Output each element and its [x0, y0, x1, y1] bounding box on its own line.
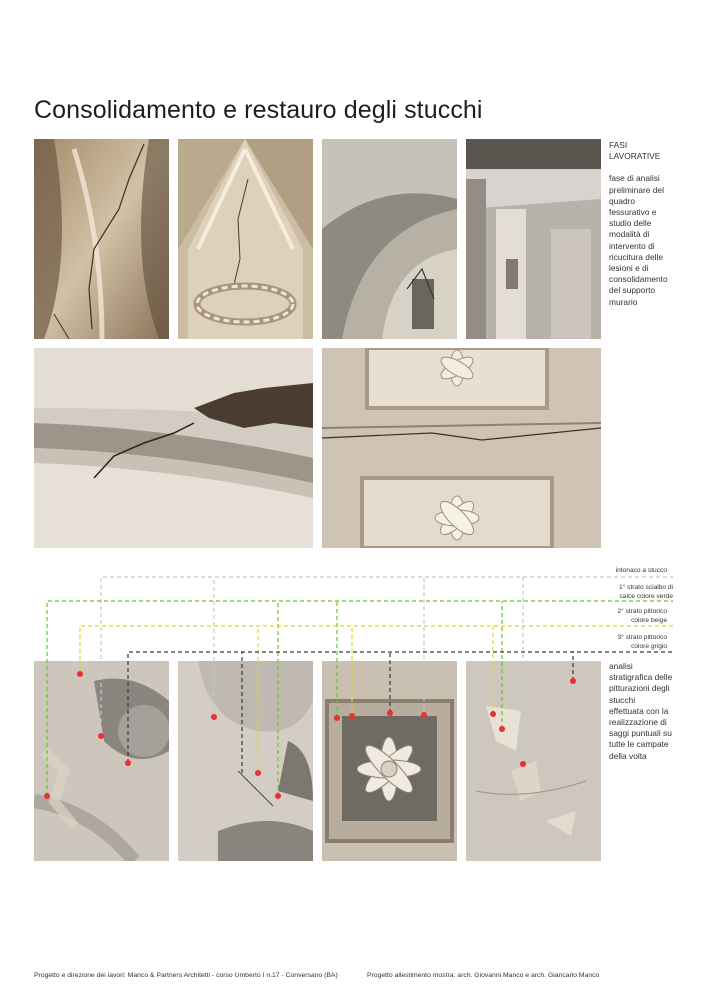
photo-sample-3	[322, 661, 457, 861]
legend-line: 3° strato pittorico	[617, 634, 667, 641]
analisi-line: analisi	[609, 661, 633, 671]
fasi-desc-line: quadro	[609, 195, 636, 206]
analisi-text	[609, 661, 672, 762]
fasi-desc-line: fase di analisi	[609, 173, 660, 184]
analisi-line: stratigrafica delle	[609, 672, 673, 683]
analisi-line: tutte le campate	[609, 739, 669, 750]
fasi-desc-line: fessurativo e	[609, 207, 657, 218]
legend-strato-1	[619, 583, 673, 601]
analisi-line: pitturazioni degli	[609, 683, 670, 694]
legend-line: intonaco a stucco	[615, 567, 667, 574]
photo-panel-rosette	[322, 348, 601, 548]
analisi-line: stucchi	[609, 694, 636, 705]
photo-sample-2	[178, 661, 313, 861]
legend-line: 1° strato scialbo di	[619, 584, 673, 591]
footer-left: Progetto e direzione dei lavori: Manco & Partners Architetti - corso Umberto I n.17 - Conversano (BA)	[34, 972, 338, 979]
legend-intonaco	[616, 566, 667, 575]
fasi-desc-line: preliminare del	[609, 184, 664, 195]
fasi-desc-line: del supporto	[609, 285, 656, 296]
legend-strato-3	[617, 633, 667, 651]
fasi-heading-line-1: FASI	[609, 140, 628, 150]
fasi-desc-line: modalità di	[609, 229, 650, 240]
fasi-desc-line: intervento di	[609, 240, 655, 251]
fasi-desc-line: ricucitura delle	[609, 251, 663, 262]
legend-line: colore beige	[631, 617, 667, 624]
fasi-desc-line: lesioni e di	[609, 263, 649, 274]
photo-vault-crack	[34, 139, 169, 339]
fasi-lavorative-text	[609, 140, 668, 308]
analisi-line: della volta	[609, 750, 647, 761]
page-title: Consolidamento e restauro degli stucchi	[34, 96, 483, 124]
analisi-line: saggi puntuali su	[609, 728, 672, 739]
photo-capital-detail	[466, 139, 601, 339]
legend-line: calce colore verde	[619, 593, 673, 600]
analisi-line: realizzazione di	[609, 717, 667, 728]
footer-right: Progetto allestimento mostra: arch. Giovanni Manco e arch. Giancarlo Manco	[367, 972, 600, 979]
fasi-desc-line: consolidamento	[609, 274, 668, 285]
legend-line: 2° strato pittorico	[617, 608, 667, 615]
analisi-line: effettuata con la	[609, 705, 669, 716]
photo-sample-4	[466, 661, 601, 861]
photo-arch-coffers	[322, 139, 457, 339]
photo-lunette-wreath	[178, 139, 313, 339]
fasi-heading-line-2: LAVORATIVE	[609, 151, 661, 162]
fasi-desc-line: studio delle	[609, 218, 652, 229]
photo-sample-1	[34, 661, 169, 861]
legend-line: colore grigio	[631, 643, 667, 650]
fasi-desc-line: murario	[609, 296, 638, 307]
photo-crack-closeup	[34, 348, 313, 548]
legend-strato-2	[617, 607, 667, 625]
